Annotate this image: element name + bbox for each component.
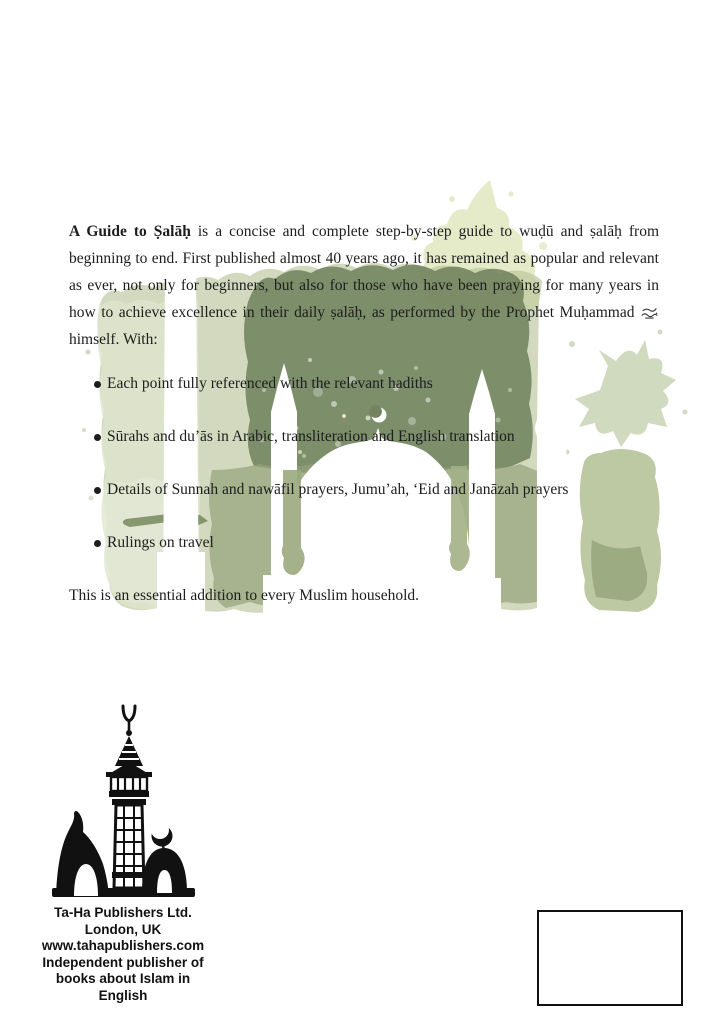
publisher-tagline-1: Independent publisher of <box>42 954 204 970</box>
blurb <box>69 218 659 607</box>
publisher-tagline-2: books about Islam in <box>55 971 191 986</box>
publisher-info <box>28 905 218 1004</box>
bullet-icon <box>94 540 101 547</box>
bullet-icon <box>94 487 101 494</box>
feature-list <box>69 373 659 554</box>
taha-publishers-logo <box>48 700 198 898</box>
list-item <box>69 373 659 395</box>
barcode-placeholder <box>537 910 683 1006</box>
publisher-location: London, UK <box>84 921 162 937</box>
feature-text: Each point fully referenced with the relevant hadiths <box>107 375 433 392</box>
publisher-block <box>28 700 218 1004</box>
closing-line: This is an essential addition to every Muslim household. <box>69 587 419 604</box>
feature-text: Rulings on travel <box>107 534 214 551</box>
book-title: A Guide to Ṣalāḥ <box>69 223 191 240</box>
list-item <box>69 479 659 501</box>
description-text-after: himself. With: <box>69 331 158 348</box>
pbuh-calligraphy-icon <box>640 301 659 315</box>
publisher-website: www.tahapublishers.com <box>41 938 205 953</box>
description-paragraph <box>69 218 659 353</box>
feature-text: Details of Sunnah and nawāfil prayers, Jumu’ah, ‘Eid and Janāzah prayers <box>107 481 569 498</box>
list-item <box>69 426 659 448</box>
publisher-name: Ta-Ha Publishers Ltd. <box>54 905 192 920</box>
list-item <box>69 532 659 554</box>
feature-text: Sūrahs and du’ās in Arabic, transliteration and English translation <box>107 428 515 445</box>
description-text-before: is a concise and complete step-by-step guide to wuḍū and ṣalāḥ from beginning to end. First published almost 40 years ago, it has remained as popular and relevant as ever, not only for beginners, but also for those who have been praying for many years in how to achieve excellence in their daily ṣalāḥ, as performed by the Prophet Muḥammad <box>69 223 660 321</box>
bullet-icon <box>94 434 101 441</box>
bullet-icon <box>94 381 101 388</box>
publisher-tagline-3: English <box>98 987 148 1003</box>
